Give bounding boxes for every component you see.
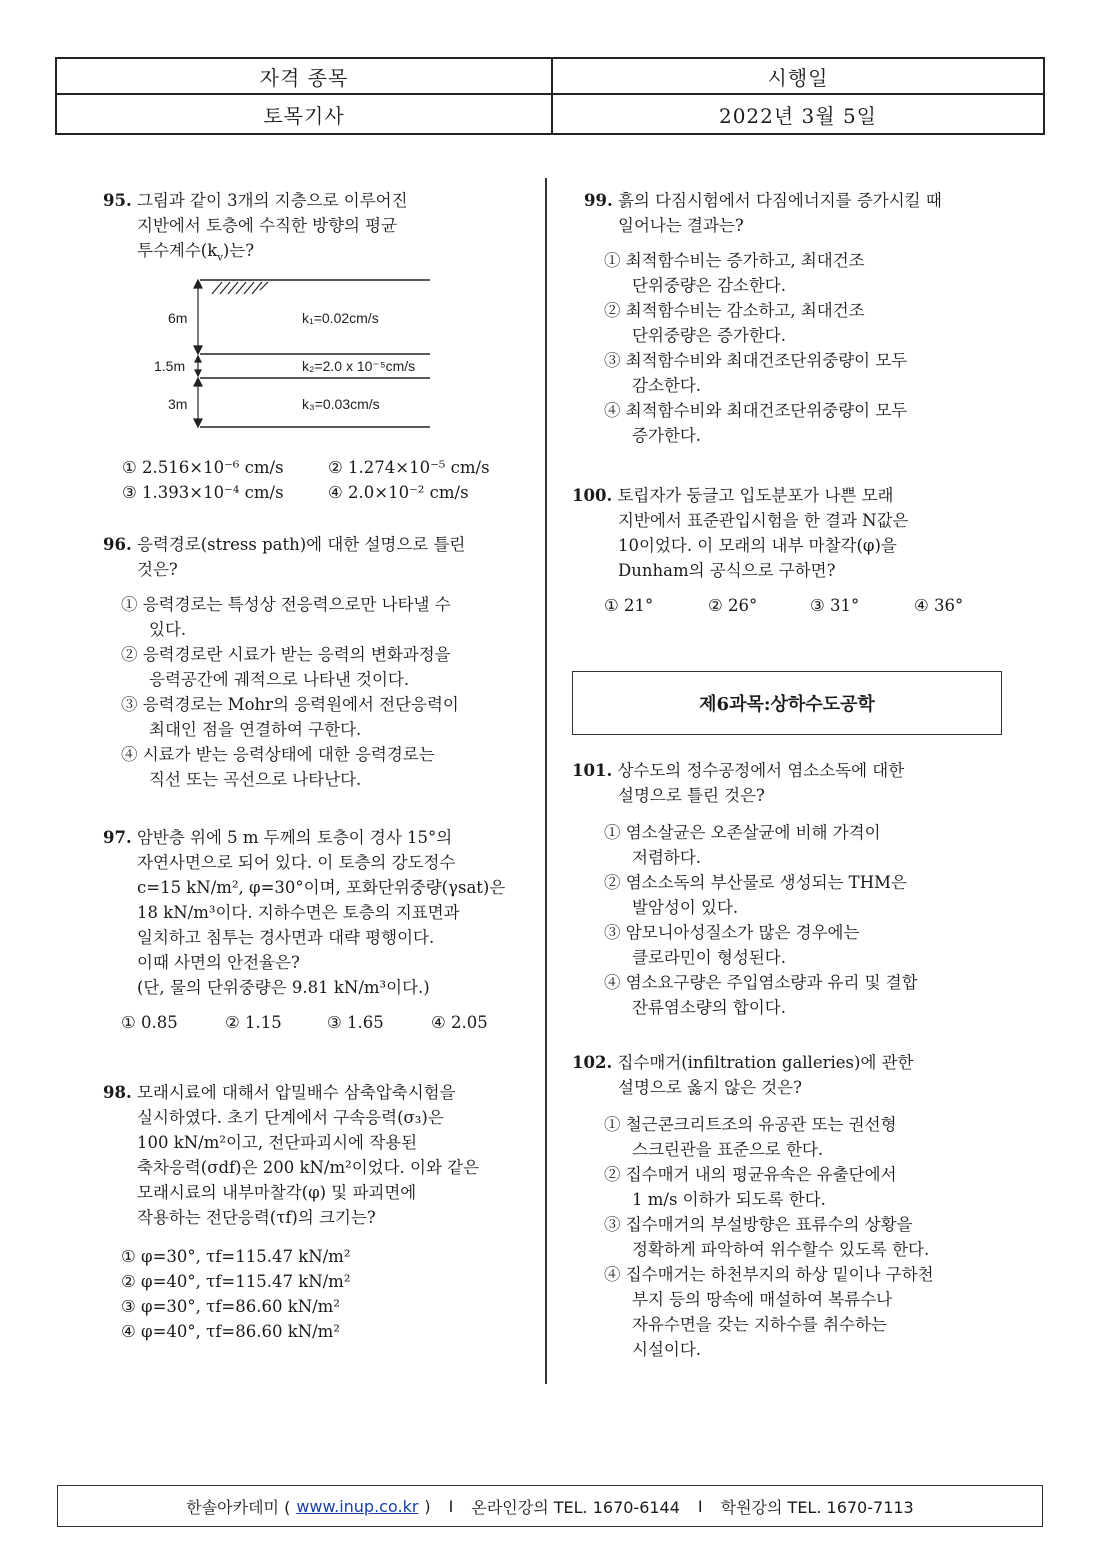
option: ③ 최적함수비와 최대건조단위중량이 모두 <box>604 351 908 370</box>
option: ③ 31° <box>810 596 860 615</box>
question-text-line: 그림과 같이 3개의 지층으로 이루어진 <box>136 191 408 210</box>
option-continued: 정확하게 파악하여 위수할수 있도록 한다. <box>632 1240 930 1259</box>
question-text-line: 지반에서 표준관입시험을 한 결과 N값은 <box>618 511 909 530</box>
option: ② 염소소독의 부산물로 생성되는 THM은 <box>604 873 907 892</box>
question-102 <box>572 1050 934 1362</box>
question-text-line: 이때 사면의 안전율은? <box>137 953 300 972</box>
option: ④ 2.05 <box>431 1013 488 1032</box>
question-95-options <box>122 455 522 505</box>
option: ① 철근콘크리트조의 유공관 또는 권선형 <box>604 1115 897 1134</box>
subscript: v <box>217 252 223 264</box>
question-96 <box>103 532 465 792</box>
layer3-depth-label: 3m <box>168 396 188 412</box>
question-text-line: 일어나는 결과는? <box>618 216 744 235</box>
footer-academy: 한솔아카데미 ( <box>186 1497 291 1517</box>
column-divider <box>545 178 547 1384</box>
question-text-line: c=15 kN/m², φ=30°이며, 포화단위중량(γsat)은 <box>137 878 506 897</box>
question-text-line: 축차응력(σdf)은 200 kN/m²이었다. 이와 같은 <box>137 1158 480 1177</box>
question-100 <box>572 483 1004 618</box>
question-number: 102. <box>572 1053 613 1072</box>
footer-offline-tel: 학원강의 TEL. 1670-7113 <box>720 1497 914 1517</box>
question-text-line: 지반에서 토층에 수직한 방향의 평균 <box>137 216 398 235</box>
question-number: 100. <box>572 486 613 505</box>
option-continued: 부지 등의 땅속에 매설하여 복류수나 <box>632 1290 893 1309</box>
question-text-line: 토립자가 둥글고 입도분포가 나쁜 모래 <box>617 486 894 505</box>
question-text-line: 모래시료의 내부마찰각(φ) 및 파괴면에 <box>137 1183 417 1202</box>
option-continued: 응력공간에 궤적으로 나타낸 것이다. <box>149 670 410 689</box>
footer-website-link[interactable]: www.inup.co.kr <box>296 1496 419 1516</box>
option: ② 응력경로란 시료가 받는 응력의 변화과정을 <box>121 645 451 664</box>
footer-separator: I <box>448 1496 454 1516</box>
question-text-line: 설명으로 틀린 것은? <box>618 786 765 805</box>
question-text-line: 작용하는 전단응력(τf)의 크기는? <box>137 1208 376 1227</box>
option: ④ 집수매거는 하천부지의 하상 밑이나 구하천 <box>604 1265 934 1284</box>
option: ② 1.15 <box>225 1013 282 1032</box>
ground-hatch-icon <box>212 282 268 294</box>
question-95 <box>103 188 408 263</box>
option: ② 26° <box>708 596 758 615</box>
layer1-permeability: k₁=0.02cm/s <box>302 310 379 326</box>
question-98 <box>103 1080 479 1344</box>
header-col2-value: 2022년 3월 5일 <box>718 103 878 128</box>
option: ② 최적함수비는 감소하고, 최대건조 <box>604 301 865 320</box>
option: ② 집수매거 내의 평균유속은 유출단에서 <box>604 1165 897 1184</box>
header-col1-value: 토목기사 <box>263 103 345 128</box>
question-text-line: 설명으로 옳지 않은 것은? <box>618 1078 802 1097</box>
header-table <box>55 57 1045 135</box>
option: ④ 염소요구량은 주입염소량과 유리 및 결합 <box>604 973 918 992</box>
option: ① φ=30°, τf=115.47 kN/m² <box>121 1247 351 1266</box>
option: ② φ=40°, τf=115.47 kN/m² <box>121 1272 351 1291</box>
layer2-depth-label: 1.5m <box>154 358 186 374</box>
question-text-line: 실시하였다. 초기 단계에서 구속응력(σ₃)은 <box>137 1108 444 1127</box>
question-text-line: 10이었다. 이 모래의 내부 마찰각(φ)을 <box>618 536 897 555</box>
question-text-line: )는? <box>222 241 255 260</box>
footer-academy-end: ) <box>424 1496 431 1516</box>
section-title: 제6과목:상하수도공학 <box>699 694 875 715</box>
question-number: 95. <box>103 191 132 210</box>
question-text-line: Dunham의 공식으로 구하면? <box>618 561 836 580</box>
question-number: 98. <box>103 1083 132 1102</box>
option-continued: 저렴하다. <box>632 848 702 867</box>
option: ④ 36° <box>914 596 964 615</box>
option: ① 염소살균은 오존살균에 비해 가격이 <box>604 823 881 842</box>
option: ③ φ=30°, τf=86.60 kN/m² <box>121 1297 340 1316</box>
footer-online-tel: 온라인강의 TEL. 1670-6144 <box>471 1497 680 1517</box>
footer-banner <box>57 1485 1043 1527</box>
question-97 <box>103 825 521 1035</box>
question-99 <box>584 188 942 448</box>
option: ④ 최적함수비와 최대건조단위중량이 모두 <box>604 401 908 420</box>
question-text-line: 집수매거(infiltration galleries)에 관한 <box>617 1053 914 1072</box>
option-continued: 잔류염소량의 합이다. <box>632 998 786 1017</box>
option: ① 0.85 <box>121 1013 178 1032</box>
option-continued: 증가한다. <box>632 426 702 445</box>
layer1-depth-label: 6m <box>168 310 188 326</box>
option: ② 1.274×10⁻⁵ cm/s <box>328 458 490 477</box>
question-text-line: 흙의 다짐시험에서 다짐에너지를 증가시킬 때 <box>617 191 942 210</box>
soil-layer-figure <box>150 270 440 435</box>
option-continued: 감소한다. <box>632 376 702 395</box>
option-continued: 발암성이 있다. <box>632 898 739 917</box>
question-101 <box>572 758 918 1020</box>
option: ③ 1.65 <box>327 1013 384 1032</box>
option: ① 응력경로는 특성상 전응력으로만 나타낼 수 <box>121 595 451 614</box>
header-col2-title: 시행일 <box>767 65 829 90</box>
option-continued: 시설이다. <box>632 1340 702 1359</box>
option: ③ 응력경로는 Mohr의 응력원에서 전단응력이 <box>121 695 459 714</box>
option: ① 21° <box>604 596 654 615</box>
option: ① 최적함수비는 증가하고, 최대건조 <box>604 251 865 270</box>
question-text-line: 자연사면으로 되어 있다. 이 토층의 강도정수 <box>137 853 456 872</box>
question-number: 101. <box>572 761 613 780</box>
option-continued: 있다. <box>149 620 187 639</box>
option: ④ φ=40°, τf=86.60 kN/m² <box>121 1322 340 1341</box>
question-text-line: 일치하고 침투는 경사면과 대략 평행이다. <box>137 928 435 947</box>
option: ③ 집수매거의 부설방향은 표류수의 상황을 <box>604 1215 913 1234</box>
footer-separator: I <box>697 1496 703 1516</box>
layer2-permeability: k₂=2.0 x 10⁻⁵cm/s <box>302 358 416 374</box>
question-text-line: (단, 물의 단위중량은 9.81 kN/m³이다.) <box>137 978 430 997</box>
question-text-line: 것은? <box>137 560 178 579</box>
option-continued: 자유수면을 갖는 지하수를 취수하는 <box>632 1315 887 1334</box>
option: ① 2.516×10⁻⁶ cm/s <box>122 458 284 477</box>
option-continued: 클로라민이 형성된다. <box>632 948 786 967</box>
option: ③ 1.393×10⁻⁴ cm/s <box>122 483 284 502</box>
question-text-line: 상수도의 정수공정에서 염소소독에 대한 <box>617 761 905 780</box>
question-text-line: 암반층 위에 5 m 두께의 토층이 경사 15°의 <box>136 828 453 847</box>
question-number: 97. <box>103 828 132 847</box>
option: ④ 2.0×10⁻² cm/s <box>328 483 469 502</box>
header-col1-title: 자격 종목 <box>259 65 349 90</box>
question-text-line: 모래시료에 대해서 압밀배수 삼축압축시험을 <box>136 1083 456 1102</box>
option-continued: 단위중량은 증가한다. <box>632 326 786 345</box>
question-number: 96. <box>103 535 132 554</box>
question-text-line: 투수계수(k <box>137 241 218 260</box>
question-text-line: 100 kN/m²이고, 전단파괴시에 작용된 <box>137 1133 418 1152</box>
option-continued: 직선 또는 곡선으로 나타난다. <box>149 770 362 789</box>
option: ④ 시료가 받는 응력상태에 대한 응력경로는 <box>121 745 435 764</box>
layer3-permeability: k₃=0.03cm/s <box>302 396 380 412</box>
option-continued: 스크린관을 표준으로 한다. <box>632 1140 824 1159</box>
question-text-line: 응력경로(stress path)에 대한 설명으로 틀린 <box>136 535 466 554</box>
option: ③ 암모니아성질소가 많은 경우에는 <box>604 923 860 942</box>
option-continued: 1 m/s 이하가 되도록 한다. <box>632 1190 826 1209</box>
section-title-box <box>572 671 1002 735</box>
option-continued: 최대인 점을 연결하여 구한다. <box>149 720 362 739</box>
question-number: 99. <box>584 191 613 210</box>
question-text-line: 18 kN/m³이다. 지하수면은 토층의 지표면과 <box>137 903 460 922</box>
option-continued: 단위중량은 감소한다. <box>632 276 786 295</box>
